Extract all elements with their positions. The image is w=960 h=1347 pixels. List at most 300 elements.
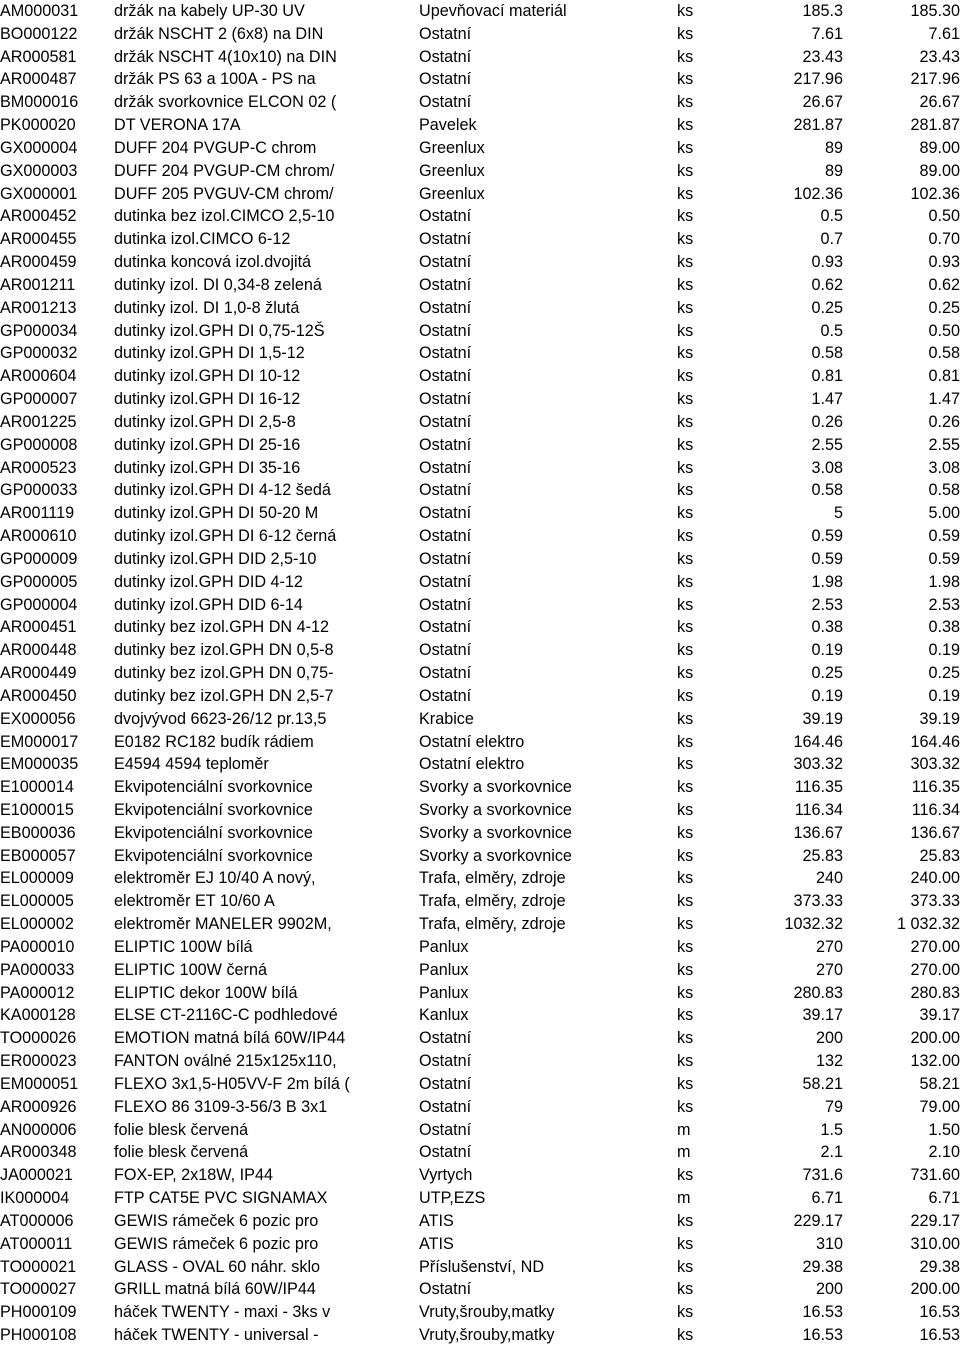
product-name: dutinka koncová izol.dvojitá	[114, 253, 312, 272]
product-name: dutinky izol.GPH DI 16-12	[114, 390, 301, 409]
table-row	[0, 1164, 960, 1187]
table-row	[0, 571, 960, 594]
product-category: Ostatní	[419, 344, 472, 363]
unit: ks	[677, 321, 694, 340]
unit: ks	[677, 504, 694, 523]
unit: ks	[677, 1234, 694, 1253]
table-row	[0, 183, 960, 206]
product-category: Ostatní	[419, 664, 472, 683]
product-code: GP000004	[0, 595, 78, 614]
total-price: 0.93	[928, 253, 960, 272]
product-name: DUFF 204 PVGUP-C chrom	[114, 138, 317, 157]
table-row	[0, 228, 960, 251]
table-row	[0, 502, 960, 525]
unit-price: 0.58	[811, 344, 843, 363]
unit: ks	[677, 1006, 694, 1025]
product-category: Ostatní	[419, 1120, 472, 1139]
product-name: E0182 RC182 budík rádiem	[114, 732, 314, 751]
product-category: Kanlux	[419, 1006, 469, 1025]
table-row	[0, 525, 960, 548]
product-name: háček TWENTY - universal -	[114, 1326, 319, 1345]
product-name: GEWIS rámeček 6 pozic pro	[114, 1234, 319, 1253]
product-name: dutinky izol.GPH DI 10-12	[114, 367, 301, 386]
table-row	[0, 388, 960, 411]
product-category: Greenlux	[419, 184, 485, 203]
total-price: 7.61	[928, 24, 960, 43]
unit-price: 1032.32	[784, 915, 843, 934]
product-code: PH000109	[0, 1303, 77, 1322]
product-category: Ostatní	[419, 618, 472, 637]
unit-price: 3.08	[811, 458, 843, 477]
product-name: dutinka bez izol.CIMCO 2,5-10	[114, 207, 335, 226]
product-name: DUFF 204 PVGUP-CM chrom/	[114, 161, 335, 180]
unit: ks	[677, 458, 694, 477]
product-code: AR000448	[0, 641, 77, 660]
product-code: AM000031	[0, 2, 79, 20]
total-price: 200.00	[910, 1280, 960, 1299]
total-price: 79.00	[919, 1097, 960, 1116]
unit-price: 0.62	[811, 275, 843, 294]
product-code: AR000450	[0, 686, 77, 705]
total-price: 2.53	[928, 595, 960, 614]
table-row	[0, 662, 960, 685]
unit: ks	[677, 641, 694, 660]
unit-price: 0.25	[811, 664, 843, 683]
unit: ks	[677, 915, 694, 934]
total-price: 0.58	[928, 481, 960, 500]
product-category: Ostatní	[419, 1029, 472, 1048]
unit: ks	[677, 869, 694, 888]
unit: ks	[677, 47, 694, 66]
total-price: 1.98	[928, 572, 960, 591]
product-name: DT VERONA 17A	[114, 116, 241, 135]
product-code: JA000021	[0, 1166, 73, 1185]
product-category: Ostatní	[419, 24, 472, 43]
unit: ks	[677, 800, 694, 819]
product-name: DUFF 205 PVGUV-CM chrom/	[114, 184, 334, 203]
product-category: Svorky a svorkovnice	[419, 823, 572, 842]
unit: ks	[677, 618, 694, 637]
product-code: GP000009	[0, 549, 78, 568]
unit-price: 0.81	[811, 367, 843, 386]
table-row	[0, 776, 960, 799]
product-category: Ostatní	[419, 1052, 472, 1071]
total-price: 6.71	[928, 1189, 960, 1208]
product-code: GP000032	[0, 344, 78, 363]
table-row	[0, 594, 960, 617]
product-code: TO000027	[0, 1280, 77, 1299]
product-code: GP000034	[0, 321, 78, 340]
product-category: Ostatní	[419, 70, 472, 89]
total-price: 26.67	[919, 93, 960, 112]
unit-price: 29.38	[802, 1257, 843, 1276]
total-price: 0.38	[928, 618, 960, 637]
product-category: Ostatní	[419, 527, 472, 546]
unit-price: 280.83	[793, 983, 843, 1002]
product-category: Ostatní	[419, 481, 472, 500]
table-row	[0, 434, 960, 457]
unit-price: 2.53	[811, 595, 843, 614]
unit: ks	[677, 983, 694, 1002]
product-category: Ostatní	[419, 686, 472, 705]
total-price: 102.36	[910, 184, 960, 203]
product-category: Ostatní	[419, 253, 472, 272]
unit-price: 270	[815, 937, 843, 956]
product-name: dutinky izol.GPH DI 0,75-12Š	[114, 321, 325, 340]
unit: ks	[677, 732, 694, 751]
product-name: FTP CAT5E PVC SIGNAMAX	[114, 1189, 328, 1208]
product-category: Vruty,šrouby,matky	[419, 1303, 555, 1322]
total-price: 1.50	[928, 1120, 960, 1139]
unit-price: 217.96	[793, 70, 843, 89]
product-code: AN000006	[0, 1120, 77, 1139]
product-code: EM000051	[0, 1074, 79, 1093]
product-category: Ostatní elektro	[419, 755, 525, 774]
product-category: Ostatní	[419, 207, 472, 226]
unit: ks	[677, 664, 694, 683]
product-code: AR001225	[0, 412, 77, 431]
product-code: TO000026	[0, 1029, 77, 1048]
total-price: 39.17	[919, 1006, 960, 1025]
unit-price: 0.19	[811, 686, 843, 705]
total-price: 373.33	[910, 892, 960, 911]
product-category: Panlux	[419, 983, 469, 1002]
product-name: FOX-EP, 2x18W, IP44	[114, 1166, 273, 1185]
product-category: Ostatní	[419, 595, 472, 614]
total-price: 0.59	[928, 527, 960, 546]
product-category: Greenlux	[419, 161, 485, 180]
product-name: háček TWENTY - maxi - 3ks v	[114, 1303, 331, 1322]
product-code: BO000122	[0, 24, 78, 43]
total-price: 281.87	[910, 116, 960, 135]
product-code: AT000006	[0, 1211, 74, 1230]
product-code: AR001211	[0, 275, 76, 294]
unit: ks	[677, 253, 694, 272]
table-row	[0, 867, 960, 890]
unit-price: 731.6	[802, 1166, 843, 1185]
product-code: GX000004	[0, 138, 78, 157]
product-name: držák PS 63 a 100A - PS na	[114, 70, 316, 89]
unit-price: 39.17	[802, 1006, 843, 1025]
product-name: dutinky izol.GPH DI 4-12 šedá	[114, 481, 331, 500]
product-category: ATIS	[419, 1211, 454, 1230]
total-price: 2.55	[928, 435, 960, 454]
product-code: EM000017	[0, 732, 79, 751]
table-row	[0, 114, 960, 137]
unit: ks	[677, 595, 694, 614]
table-row	[0, 251, 960, 274]
unit-price: 303.32	[793, 755, 843, 774]
product-name: GEWIS rámeček 6 pozic pro	[114, 1211, 319, 1230]
unit: ks	[677, 1166, 694, 1185]
total-price: 16.53	[919, 1326, 960, 1345]
unit: ks	[677, 1029, 694, 1048]
total-price: 0.26	[928, 412, 960, 431]
total-price: 0.50	[928, 321, 960, 340]
product-code: ER000023	[0, 1052, 77, 1071]
table-row	[0, 1278, 960, 1301]
total-price: 0.70	[928, 230, 960, 249]
product-name: dutinky izol.GPH DID 2,5-10	[114, 549, 317, 568]
unit-price: 5	[833, 504, 843, 523]
product-code: PA000012	[0, 983, 75, 1002]
unit: ks	[677, 184, 694, 203]
product-code: BM000016	[0, 93, 79, 112]
product-name: dvojvývod 6623-26/12 pr.13,5	[114, 709, 327, 728]
unit: ks	[677, 1280, 694, 1299]
total-price: 1.47	[928, 390, 960, 409]
unit: ks	[677, 412, 694, 431]
unit: ks	[677, 686, 694, 705]
product-category: Panlux	[419, 937, 469, 956]
product-category: Ostatní	[419, 321, 472, 340]
table-row	[0, 959, 960, 982]
product-code: AT000011	[0, 1234, 73, 1253]
product-code: AR000523	[0, 458, 77, 477]
product-name: držák NSCHT 2 (6x8) na DIN	[114, 24, 324, 43]
product-name: dutinky izol. DI 1,0-8 žlutá	[114, 298, 300, 317]
total-price: 0.50	[928, 207, 960, 226]
product-category: UTP,EZS	[419, 1189, 486, 1208]
product-category: Ostatní	[419, 1143, 472, 1162]
unit-price: 39.19	[802, 709, 843, 728]
table-row	[0, 982, 960, 1005]
product-category: Ostatní	[419, 367, 472, 386]
table-row	[0, 1050, 960, 1073]
product-name: dutinky izol.GPH DI 50-20 M	[114, 504, 319, 523]
table-row	[0, 685, 960, 708]
unit-price: 281.87	[793, 116, 843, 135]
total-price: 0.81	[928, 367, 960, 386]
product-code: GP000007	[0, 390, 78, 409]
product-name: držák NSCHT 4(10x10) na DIN	[114, 47, 337, 66]
product-code: GX000001	[0, 184, 78, 203]
product-name: dutinky izol.GPH DI 6-12 černá	[114, 527, 337, 546]
product-code: AR001119	[0, 504, 75, 523]
product-code: EL000005	[0, 892, 74, 911]
unit: ks	[677, 549, 694, 568]
product-code: EX000056	[0, 709, 76, 728]
product-name: E4594 4594 teploměr	[114, 755, 269, 774]
total-price: 89.00	[919, 138, 960, 157]
total-price: 3.08	[928, 458, 960, 477]
unit-price: 2.55	[811, 435, 843, 454]
unit: m	[677, 1189, 691, 1208]
unit-price: 7.61	[811, 24, 843, 43]
table-row	[0, 479, 960, 502]
unit-price: 16.53	[802, 1326, 843, 1345]
product-category: Ostatní	[419, 1097, 472, 1116]
product-category: Svorky a svorkovnice	[419, 778, 572, 797]
unit: ks	[677, 481, 694, 500]
product-name: dutinky bez izol.GPH DN 2,5-7	[114, 686, 334, 705]
total-price: 16.53	[919, 1303, 960, 1322]
table-row	[0, 342, 960, 365]
product-name: folie blesk červená	[114, 1120, 249, 1139]
unit-price: 0.58	[811, 481, 843, 500]
total-price: 0.19	[928, 686, 960, 705]
product-name: ELIPTIC 100W bílá	[114, 937, 253, 956]
product-code: AR000581	[0, 47, 77, 66]
product-name: dutinky bez izol.GPH DN 0,5-8	[114, 641, 334, 660]
total-price: 0.62	[928, 275, 960, 294]
total-price: 0.25	[928, 298, 960, 317]
table-row	[0, 1073, 960, 1096]
total-price: 270.00	[910, 937, 960, 956]
product-name: Ekvipotenciální svorkovnice	[114, 823, 313, 842]
product-name: ELIPTIC 100W černá	[114, 960, 267, 979]
unit: ks	[677, 24, 694, 43]
unit-price: 240	[815, 869, 843, 888]
table-row	[0, 890, 960, 913]
product-code: PH000108	[0, 1326, 77, 1345]
product-name: GLASS - OVAL 60 náhr. sklo	[114, 1257, 321, 1276]
total-price: 310.00	[910, 1234, 960, 1253]
total-price: 116.35	[911, 778, 960, 797]
unit-price: 58.21	[802, 1074, 843, 1093]
total-price: 132.00	[910, 1052, 960, 1071]
product-code: EL000009	[0, 869, 74, 888]
product-name: dutinka izol.CIMCO 6-12	[114, 230, 291, 249]
total-price: 240.00	[910, 869, 960, 888]
product-code: PA000033	[0, 960, 75, 979]
product-code: AR000487	[0, 70, 77, 89]
product-category: Ostatní	[419, 458, 472, 477]
table-row	[0, 1324, 960, 1347]
unit: ks	[677, 1257, 694, 1276]
unit: ks	[677, 892, 694, 911]
unit: ks	[677, 755, 694, 774]
product-name: dutinky izol.GPH DI 1,5-12	[114, 344, 305, 363]
unit: ks	[677, 823, 694, 842]
unit-price: 25.83	[802, 846, 843, 865]
product-category: ATIS	[419, 1234, 454, 1253]
product-category: Ostatní	[419, 1280, 472, 1299]
product-category: Ostatní	[419, 412, 472, 431]
table-row	[0, 799, 960, 822]
product-code: KA000128	[0, 1006, 76, 1025]
product-category: Ostatní	[419, 275, 472, 294]
product-name: dutinky bez izol.GPH DN 0,75-	[114, 664, 334, 683]
unit-price: 26.67	[802, 93, 843, 112]
product-code: GP000008	[0, 435, 78, 454]
product-category: Pavelek	[419, 116, 477, 135]
table-row	[0, 1027, 960, 1050]
product-name: dutinky izol.GPH DID 6-14	[114, 595, 303, 614]
total-price: 200.00	[910, 1029, 960, 1048]
unit-price: 89	[824, 138, 843, 157]
table-row	[0, 845, 960, 868]
product-category: Ostatní	[419, 47, 472, 66]
product-code: AR000459	[0, 253, 77, 272]
product-name: držák svorkovnice ELCON 02 (	[114, 93, 337, 112]
unit: ks	[677, 435, 694, 454]
product-name: FLEXO 3x1,5-H05VV-F 2m bílá (	[114, 1074, 350, 1093]
total-price: 58.21	[919, 1074, 960, 1093]
unit-price: 0.93	[811, 253, 843, 272]
unit: ks	[677, 709, 694, 728]
product-code: EM000035	[0, 755, 79, 774]
unit-price: 6.71	[811, 1189, 843, 1208]
unit-price: 136.67	[793, 823, 843, 842]
table-row	[0, 160, 960, 183]
product-category: Upevňovací materiál	[419, 2, 567, 20]
product-code: AR000610	[0, 527, 77, 546]
table-row	[0, 1256, 960, 1279]
unit: ks	[677, 778, 694, 797]
total-price: 136.67	[910, 823, 960, 842]
unit: ks	[677, 93, 694, 112]
table-row	[0, 1233, 960, 1256]
product-name: FLEXO 86 3109-3-56/3 B 3x1	[114, 1097, 328, 1116]
total-price: 229.17	[910, 1211, 960, 1230]
product-code: GX000003	[0, 161, 78, 180]
table-row	[0, 46, 960, 69]
unit-price: 1.5	[820, 1120, 843, 1139]
product-category: Ostatní elektro	[419, 732, 525, 751]
total-price: 303.32	[910, 755, 960, 774]
total-price: 39.19	[919, 709, 960, 728]
table-row	[0, 411, 960, 434]
unit: ks	[677, 1211, 694, 1230]
product-name: dutinky izol.GPH DI 35-16	[114, 458, 301, 477]
total-price: 0.58	[928, 344, 960, 363]
unit-price: 2.1	[820, 1143, 843, 1162]
product-name: EMOTION matná bílá 60W/IP44	[114, 1029, 346, 1048]
table-row	[0, 320, 960, 343]
table-row	[0, 753, 960, 776]
product-category: Ostatní	[419, 549, 472, 568]
product-name: dutinky izol.GPH DI 25-16	[114, 435, 301, 454]
product-code: AR000348	[0, 1143, 77, 1162]
total-price: 5.00	[928, 504, 960, 523]
unit-price: 116.34	[794, 800, 843, 819]
total-price: 0.25	[928, 664, 960, 683]
product-category: Ostatní	[419, 390, 472, 409]
unit: ks	[677, 960, 694, 979]
product-name: dutinky izol.GPH DI 2,5-8	[114, 412, 296, 431]
table-row	[0, 1141, 960, 1164]
unit: ks	[677, 846, 694, 865]
unit-price: 0.59	[811, 527, 843, 546]
product-code: AR000451	[0, 618, 77, 637]
total-price: 280.83	[910, 983, 960, 1002]
product-name: dutinky bez izol.GPH DN 4-12	[114, 618, 330, 637]
product-category: Ostatní	[419, 230, 472, 249]
unit: m	[677, 1143, 691, 1162]
table-row	[0, 68, 960, 91]
unit: ks	[677, 572, 694, 591]
product-code: EB000057	[0, 846, 76, 865]
unit: ks	[677, 527, 694, 546]
product-name: elektroměr MANELER 9902M,	[114, 915, 332, 934]
product-code: AR000455	[0, 230, 77, 249]
table-row	[0, 1210, 960, 1233]
table-row	[0, 274, 960, 297]
total-price: 116.34	[911, 800, 960, 819]
unit-price: 0.5	[820, 207, 843, 226]
unit-price: 89	[824, 161, 843, 180]
table-row	[0, 0, 960, 23]
total-price: 164.46	[910, 732, 960, 751]
table-row	[0, 1119, 960, 1142]
unit: ks	[677, 1303, 694, 1322]
unit-price: 0.38	[811, 618, 843, 637]
total-price: 89.00	[919, 161, 960, 180]
unit-price: 116.35	[794, 778, 843, 797]
unit-price: 373.33	[793, 892, 843, 911]
table-row	[0, 137, 960, 160]
